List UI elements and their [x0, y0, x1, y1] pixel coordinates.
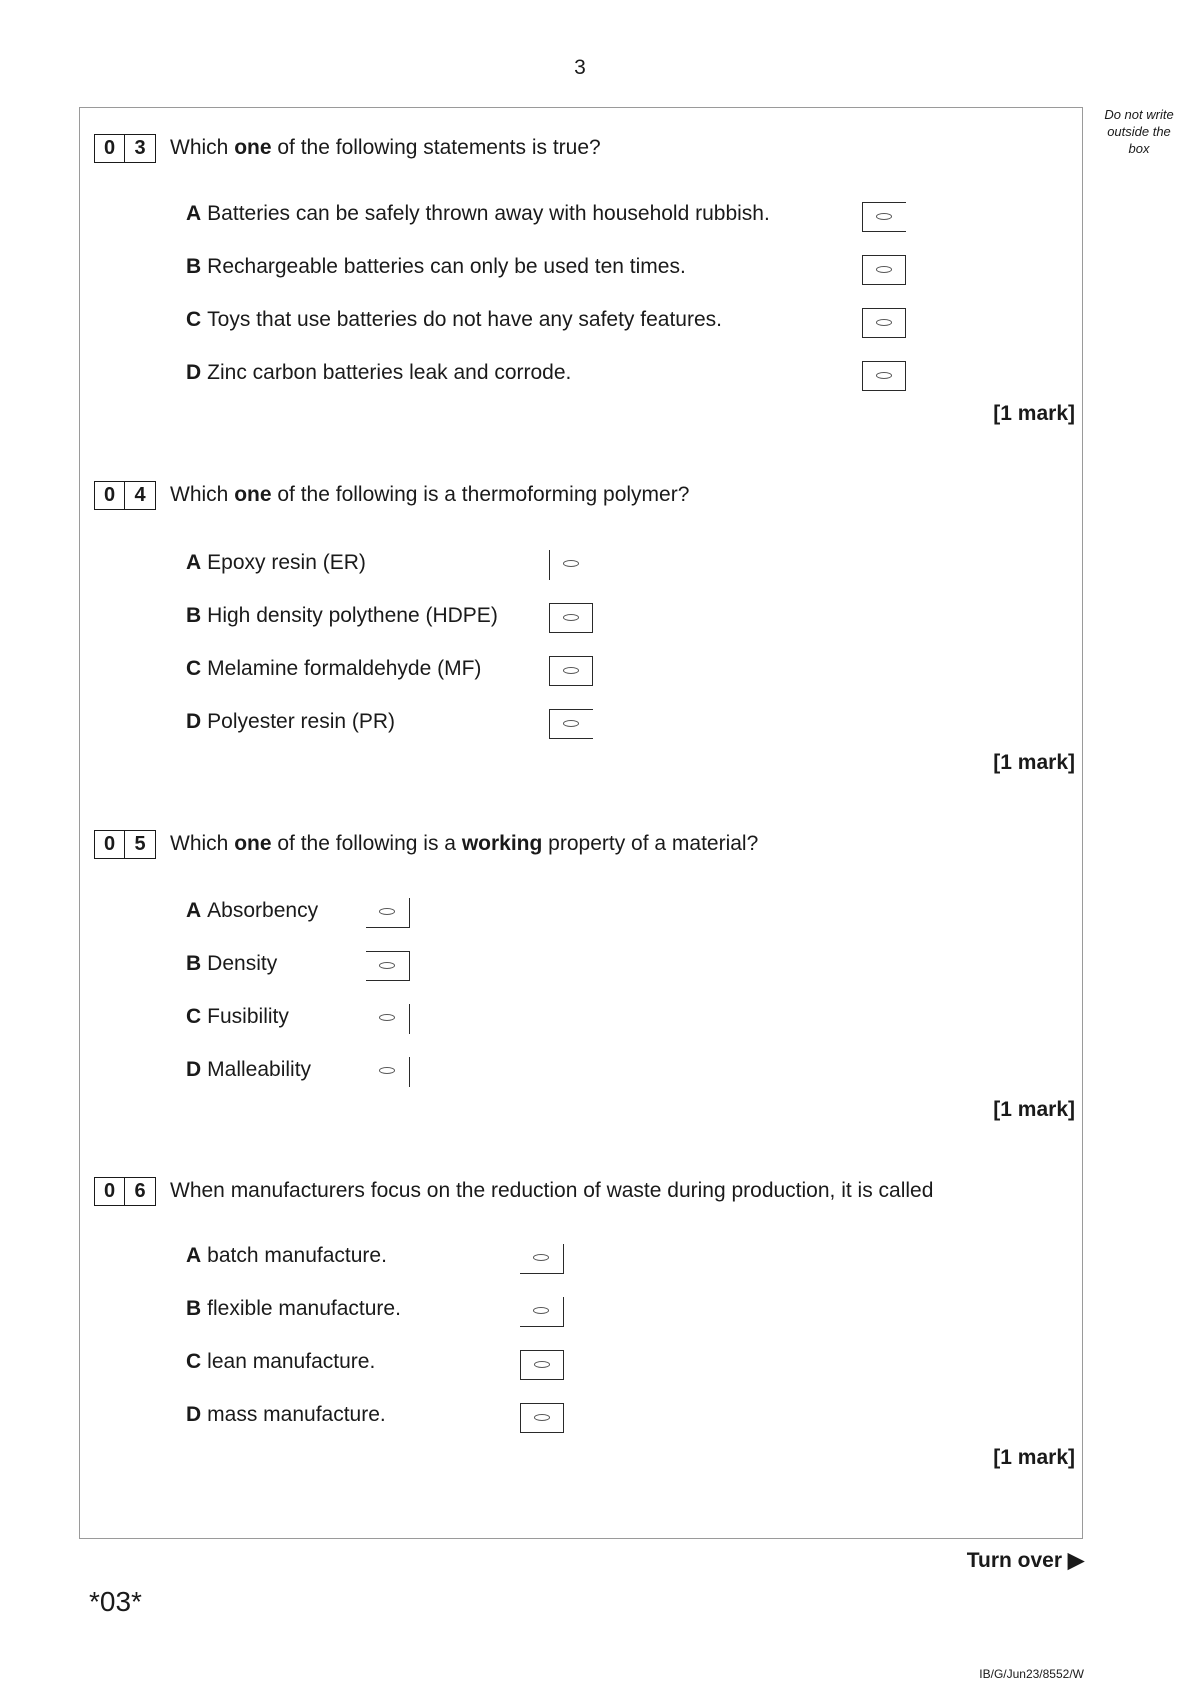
option-letter: D [186, 710, 202, 733]
option-letter: D [186, 361, 202, 384]
turn-over-label: Turn over ▶ [966, 1549, 1084, 1572]
option-04-d [186, 710, 395, 734]
answer-checkbox-03-b[interactable] [862, 255, 906, 285]
question-text-part: Which [170, 832, 235, 855]
option-06-d [186, 1403, 386, 1427]
question-number-03 [94, 134, 156, 163]
lozenge-icon [379, 1014, 395, 1021]
question-text-part: of the following statements is true? [271, 136, 601, 159]
option-03-b [186, 255, 686, 279]
option-letter: C [186, 308, 202, 331]
option-letter: B [186, 255, 202, 278]
option-05-a [186, 899, 318, 923]
option-letter: B [186, 604, 202, 627]
answer-checkbox-06-c[interactable] [520, 1350, 564, 1380]
margin-instruction-line: outside the [1107, 124, 1171, 139]
lozenge-icon [379, 1067, 395, 1074]
answer-checkbox-04-d[interactable] [549, 709, 593, 739]
option-04-c [186, 657, 481, 681]
marks-03: [1 mark] [993, 402, 1075, 425]
lozenge-icon [534, 1414, 550, 1421]
option-06-b [186, 1297, 401, 1321]
question-text-06: When manufacturers focus on the reduction of waste during production, it is called [170, 1179, 934, 1202]
option-letter: A [186, 1244, 202, 1267]
question-text-part: of the following is a thermoforming polymer? [271, 483, 690, 506]
option-text: Batteries can be safely thrown away with household rubbish. [207, 202, 770, 225]
option-05-b [186, 952, 277, 976]
lozenge-icon [876, 213, 892, 220]
option-text: lean manufacture. [207, 1350, 376, 1373]
question-number-06 [94, 1177, 156, 1206]
option-text: Toys that use batteries do not have any safety features. [207, 308, 722, 331]
question-text-03 [170, 136, 601, 160]
question-text-part: Which [170, 483, 235, 506]
option-03-d [186, 361, 571, 385]
option-letter: C [186, 1005, 202, 1028]
answer-checkbox-05-c[interactable] [366, 1004, 410, 1034]
answer-checkbox-03-c[interactable] [862, 308, 906, 338]
margin-instruction-line: box [1128, 141, 1150, 156]
lozenge-icon [563, 667, 579, 674]
answer-checkbox-04-b[interactable] [549, 603, 593, 633]
option-letter: A [186, 551, 202, 574]
question-text-emphasis: one [234, 136, 272, 159]
option-letter: A [186, 202, 202, 225]
question-number-digit: 0 [94, 1177, 125, 1206]
lozenge-icon [379, 908, 395, 915]
option-06-a [186, 1244, 387, 1268]
answer-checkbox-03-a[interactable] [862, 202, 906, 232]
lozenge-icon [563, 560, 579, 567]
option-letter: B [186, 1297, 202, 1320]
option-text: Polyester resin (PR) [207, 710, 396, 733]
lozenge-icon [533, 1254, 549, 1261]
question-number-digit: 6 [125, 1177, 156, 1206]
option-text: Epoxy resin (ER) [207, 551, 366, 574]
option-text: Fusibility [207, 1005, 289, 1028]
answer-checkbox-05-d[interactable] [366, 1057, 410, 1087]
page-number: 3 [574, 56, 586, 79]
option-text: Absorbency [207, 899, 319, 922]
lozenge-icon [533, 1307, 549, 1314]
question-number-digit: 0 [94, 134, 125, 163]
question-number-digit: 4 [125, 481, 156, 510]
option-text: Density [207, 952, 278, 975]
question-text-05 [170, 832, 758, 856]
lozenge-icon [563, 720, 579, 727]
answer-checkbox-04-a[interactable] [549, 550, 593, 580]
lozenge-icon [379, 962, 395, 969]
answer-checkbox-03-d[interactable] [862, 361, 906, 391]
page-code: *03* [89, 1586, 142, 1617]
question-text-part: property of a material? [542, 832, 759, 855]
option-letter: D [186, 1058, 202, 1081]
lozenge-icon [876, 319, 892, 326]
option-04-b [186, 604, 498, 628]
option-letter: C [186, 1350, 202, 1373]
option-text: Zinc carbon batteries leak and corrode. [207, 361, 572, 384]
option-letter: C [186, 657, 202, 680]
option-letter: A [186, 899, 202, 922]
option-text: flexible manufacture. [207, 1297, 401, 1320]
paper-reference: IB/G/Jun23/8552/W [979, 1667, 1084, 1681]
option-text: Melamine formaldehyde (MF) [207, 657, 482, 680]
answer-checkbox-06-a[interactable] [520, 1244, 564, 1274]
answer-checkbox-06-d[interactable] [520, 1403, 564, 1433]
question-text-emphasis: one [234, 483, 272, 506]
question-text-part: Which [170, 136, 235, 159]
option-text: mass manufacture. [207, 1403, 386, 1426]
option-text: Malleability [207, 1058, 312, 1081]
question-number-digit: 3 [125, 134, 156, 163]
question-number-digit: 0 [94, 481, 125, 510]
option-04-a [186, 551, 366, 575]
option-text: batch manufacture. [207, 1244, 387, 1267]
answer-checkbox-05-a[interactable] [366, 898, 410, 928]
option-03-a [186, 202, 770, 226]
question-text-04 [170, 483, 689, 507]
margin-instruction-line: Do not write [1104, 107, 1174, 122]
answer-checkbox-06-b[interactable] [520, 1297, 564, 1327]
marks-06: [1 mark] [993, 1446, 1075, 1469]
option-letter: B [186, 952, 202, 975]
option-03-c [186, 308, 722, 332]
option-05-d [186, 1058, 311, 1082]
question-text-emphasis: one [234, 832, 272, 855]
option-text: Rechargeable batteries can only be used ten times. [207, 255, 686, 278]
lozenge-icon [876, 372, 892, 379]
option-05-c [186, 1005, 289, 1029]
lozenge-icon [876, 266, 892, 273]
marks-05: [1 mark] [993, 1098, 1075, 1121]
question-number-04 [94, 481, 156, 510]
question-text-emphasis: working [461, 832, 543, 855]
margin-instruction [1092, 106, 1186, 157]
marks-04: [1 mark] [993, 751, 1075, 774]
question-text-part: of the following is a [271, 832, 462, 855]
option-06-c [186, 1350, 375, 1374]
answer-checkbox-04-c[interactable] [549, 656, 593, 686]
question-number-digit: 5 [125, 830, 156, 859]
lozenge-icon [534, 1361, 550, 1368]
answer-checkbox-05-b[interactable] [366, 951, 410, 981]
question-number-05 [94, 830, 156, 859]
lozenge-icon [563, 614, 579, 621]
question-number-digit: 0 [94, 830, 125, 859]
option-letter: D [186, 1403, 202, 1426]
option-text: High density polythene (HDPE) [207, 604, 498, 627]
